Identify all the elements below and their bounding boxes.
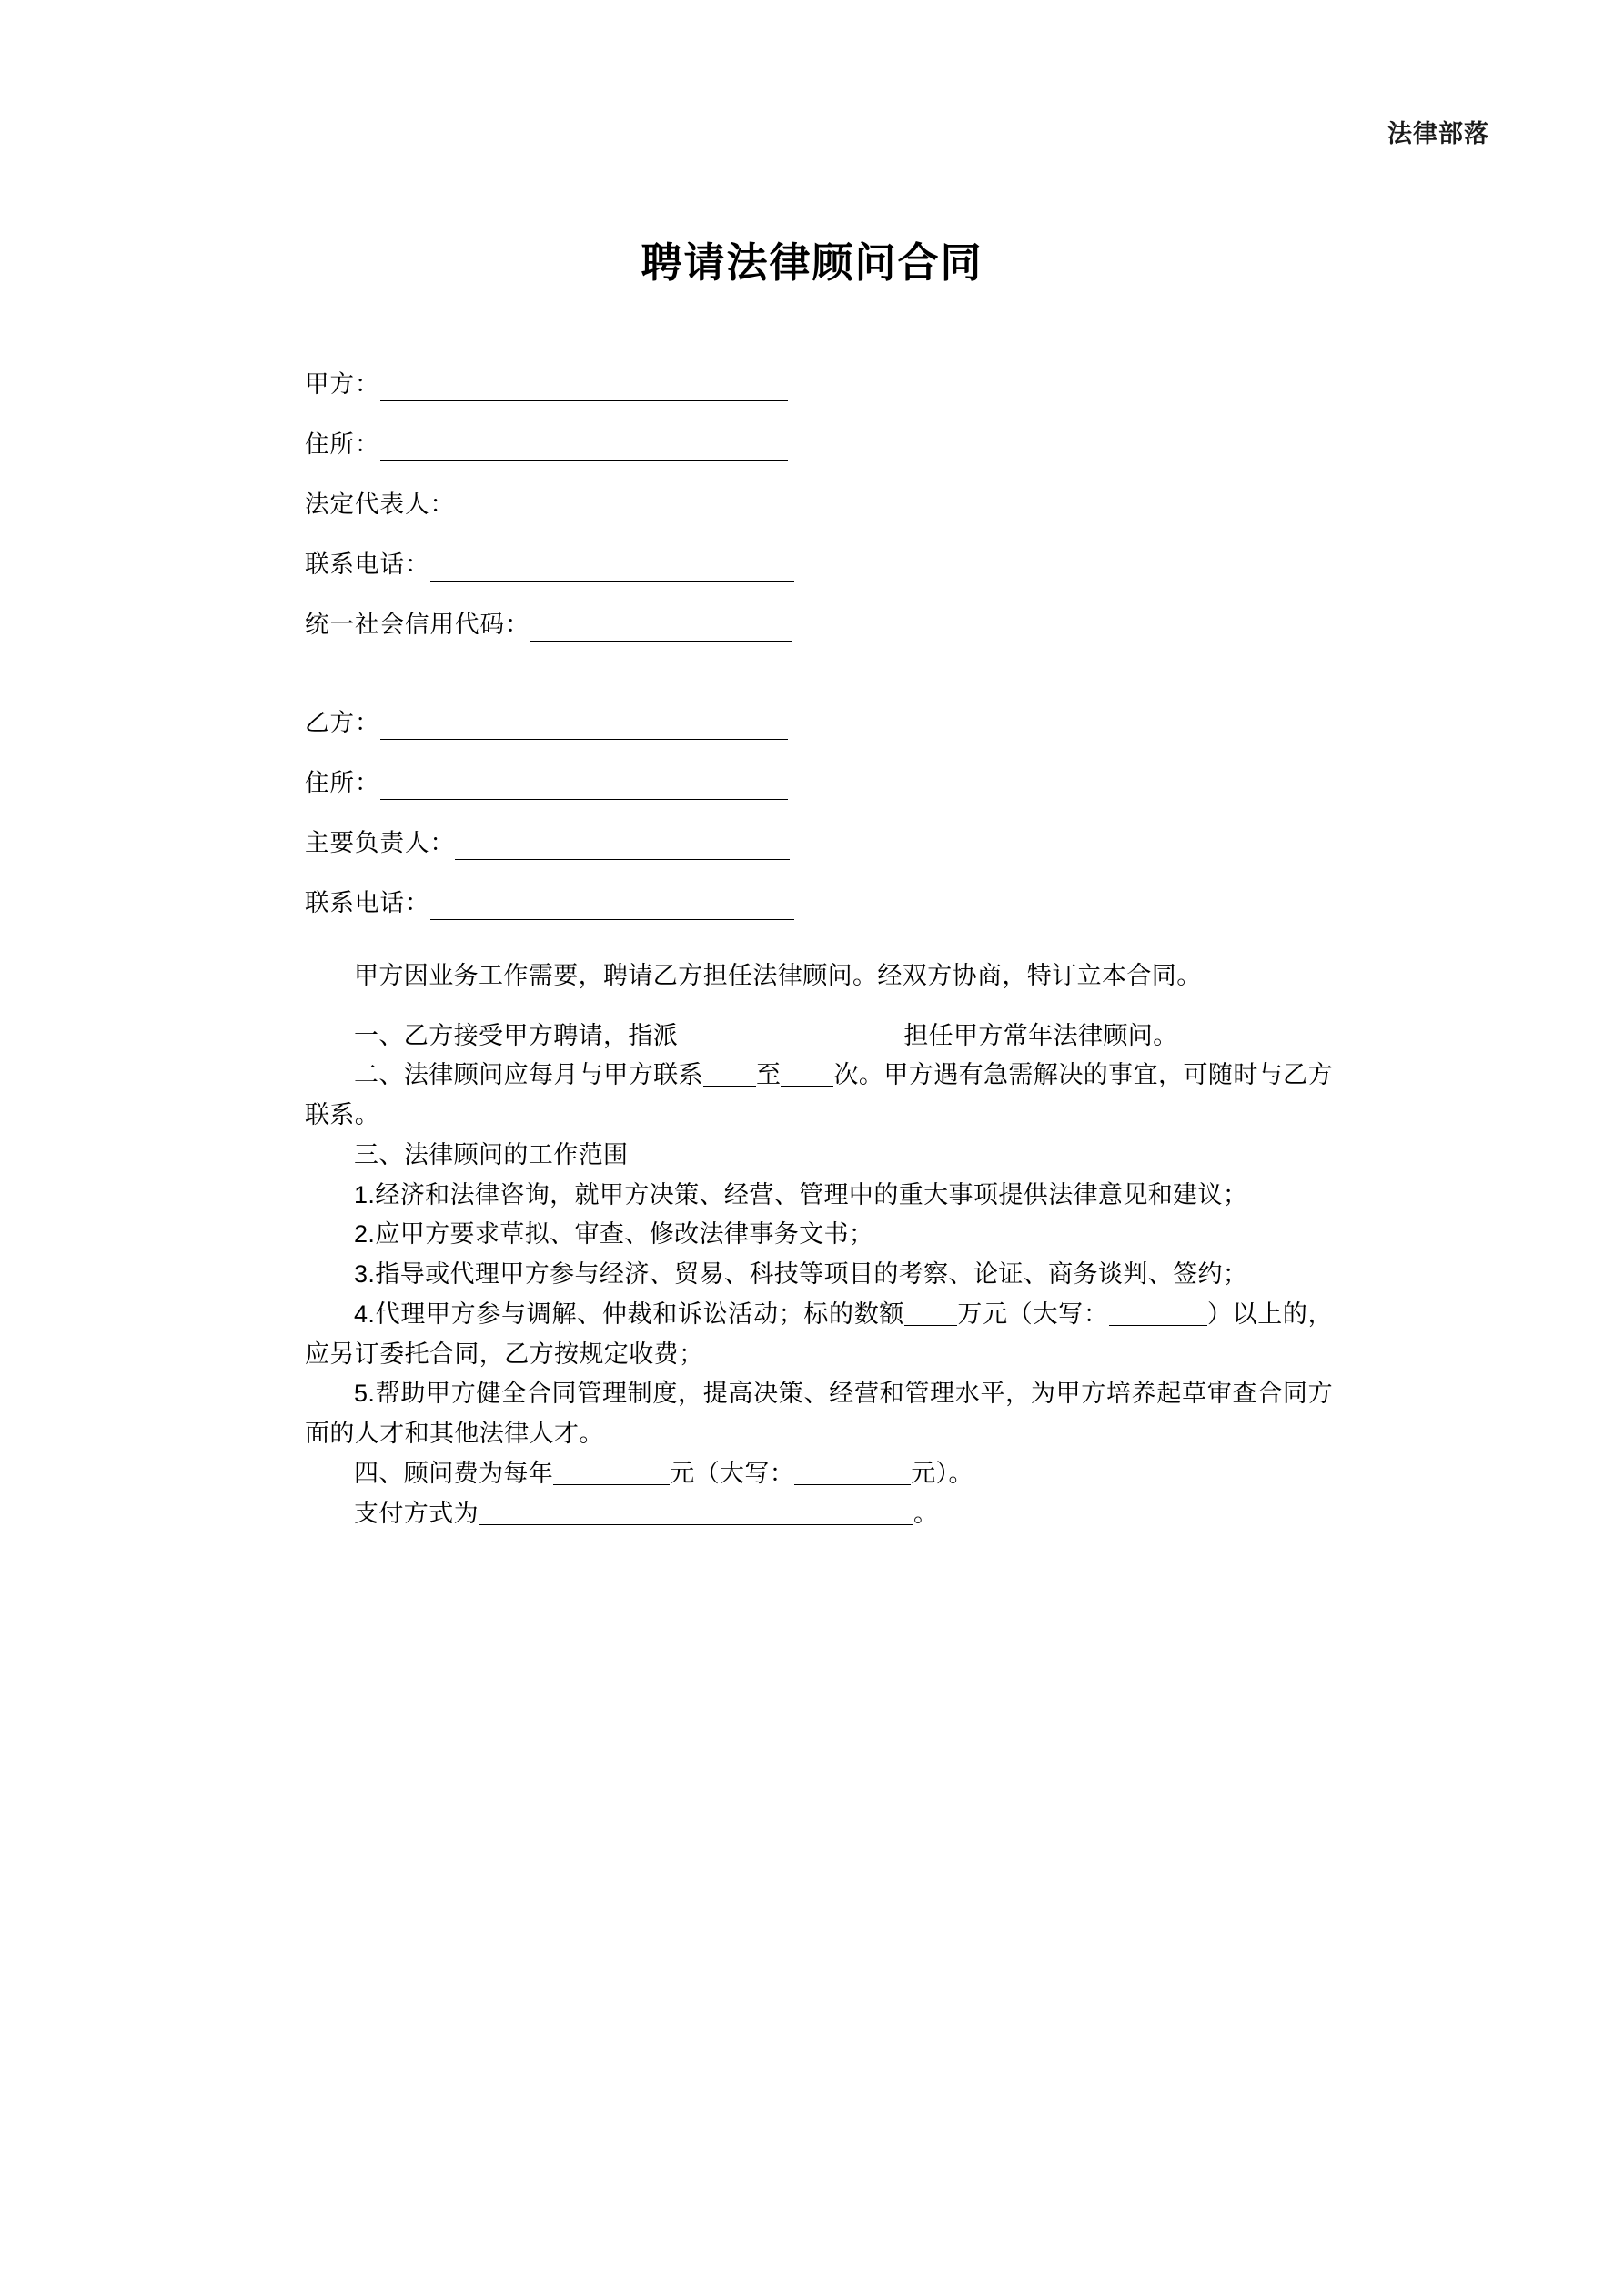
clause-2-blank-from[interactable]: [703, 1086, 756, 1087]
field-blank-line[interactable]: [380, 713, 788, 740]
clause-4-blank-fee-capital[interactable]: [794, 1484, 911, 1485]
field-blank-line[interactable]: [380, 375, 788, 401]
clause-4-blank-fee[interactable]: [553, 1484, 670, 1485]
field-label: 甲方：: [305, 369, 380, 398]
field-label: 住所：: [305, 430, 380, 458]
field-blank-line[interactable]: [430, 894, 794, 920]
clause-4-text-a: 四、顾问费为每年: [354, 1459, 554, 1487]
clause-3-item-4-text-c: ）以上的，应另订委托合同，乙方按规定收费；: [305, 1300, 1333, 1368]
clause-4-text-b: 元（大写：: [670, 1459, 795, 1487]
field-row-party-b-principal: [305, 800, 1333, 860]
field-row-party-b-name: [305, 680, 1333, 740]
field-label: 法定代表人：: [305, 490, 455, 518]
field-blank-line[interactable]: [380, 774, 788, 800]
clause-1-text-b: 担任甲方常年法律顾问。: [903, 1021, 1178, 1049]
field-row-party-a-legal-rep: [305, 461, 1333, 521]
intro-paragraph: 甲方因业务工作需要，聘请乙方担任法律顾问。经双方协商，特订立本合同。: [354, 962, 1202, 989]
clause-3-item-5: 5.帮助甲方健全合同管理制度，提高决策、经营和管理水平，为甲方培养起草审查合同方面的人才和其他法律人才。: [305, 1380, 1333, 1448]
field-blank-line[interactable]: [455, 495, 790, 521]
field-label: 联系电话：: [305, 550, 430, 578]
block-spacer: [305, 642, 1333, 680]
clause-5-text-a: 支付方式为: [354, 1499, 479, 1527]
clause-3-item-4: [305, 1295, 1333, 1374]
field-blank-line[interactable]: [530, 615, 792, 642]
clause-3-item-4-blank-capital[interactable]: [1109, 1325, 1207, 1326]
field-row-party-a-credit-code: [305, 582, 1333, 642]
clause-3-item-4-blank-amount[interactable]: [904, 1325, 957, 1326]
clause-5-text-b: 。: [913, 1499, 939, 1527]
document-body: [305, 341, 1333, 1533]
field-blank-line[interactable]: [430, 555, 794, 582]
clause-3-item-4-text-b: 万元（大写：: [957, 1300, 1109, 1328]
field-blank-line[interactable]: [455, 834, 790, 860]
page-title: 聘请法律顾问合同: [641, 239, 983, 286]
clause-3-item-1: 1.经济和法律咨询，就甲方决策、经营、管理中的重大事项提供法律意见和建议；: [354, 1180, 1248, 1209]
clause-3-item-4-text-a: 4.代理甲方参与调解、仲裁和诉讼活动；标的数额: [354, 1300, 905, 1328]
clause-2-text-c: 次。甲方遇有急需解决的事宜，可随时与乙方联系。: [305, 1061, 1333, 1129]
clause-3-heading: 三、法律顾问的工作范围: [354, 1140, 629, 1168]
clause-2-text-a: 二、法律顾问应每月与甲方联系: [354, 1061, 703, 1089]
field-row-party-a-address: [305, 401, 1333, 461]
field-blank-line[interactable]: [380, 435, 788, 461]
party-a-block: [305, 341, 1333, 642]
party-b-block: [305, 680, 1333, 920]
clause-2: [305, 1056, 1333, 1135]
clause-3-item-3: 3.指导或代理甲方参与经济、贸易、科技等项目的考察、论证、商务谈判、签约；: [354, 1260, 1248, 1289]
field-row-party-b-phone: [305, 860, 1333, 920]
field-label: 统一社会信用代码：: [305, 610, 530, 638]
clause-1-text-a: 一、乙方接受甲方聘请，指派: [354, 1021, 679, 1049]
field-label: 主要负责人：: [305, 828, 455, 856]
field-label: 乙方：: [305, 708, 380, 736]
field-row-party-b-address: [305, 740, 1333, 800]
clause-2-blank-to[interactable]: [781, 1086, 833, 1087]
clause-4: [305, 1454, 1333, 1494]
clause-4-text-c: 元）。: [911, 1459, 973, 1487]
clause-3-item-2: 2.应甲方要求草拟、审查、修改法律事务文书；: [354, 1220, 874, 1249]
clause-2-text-b: 至: [755, 1061, 782, 1089]
field-label: 住所：: [305, 768, 380, 796]
clause-5-payment: [305, 1494, 1333, 1534]
field-label: 联系电话：: [305, 888, 430, 916]
field-row-party-a-phone: [305, 521, 1333, 582]
clause-1: [305, 1017, 1333, 1057]
clause-5-blank-payment[interactable]: [479, 1524, 913, 1525]
watermark-label: 法律部落: [1387, 120, 1489, 147]
field-row-party-a-name: [305, 341, 1333, 401]
